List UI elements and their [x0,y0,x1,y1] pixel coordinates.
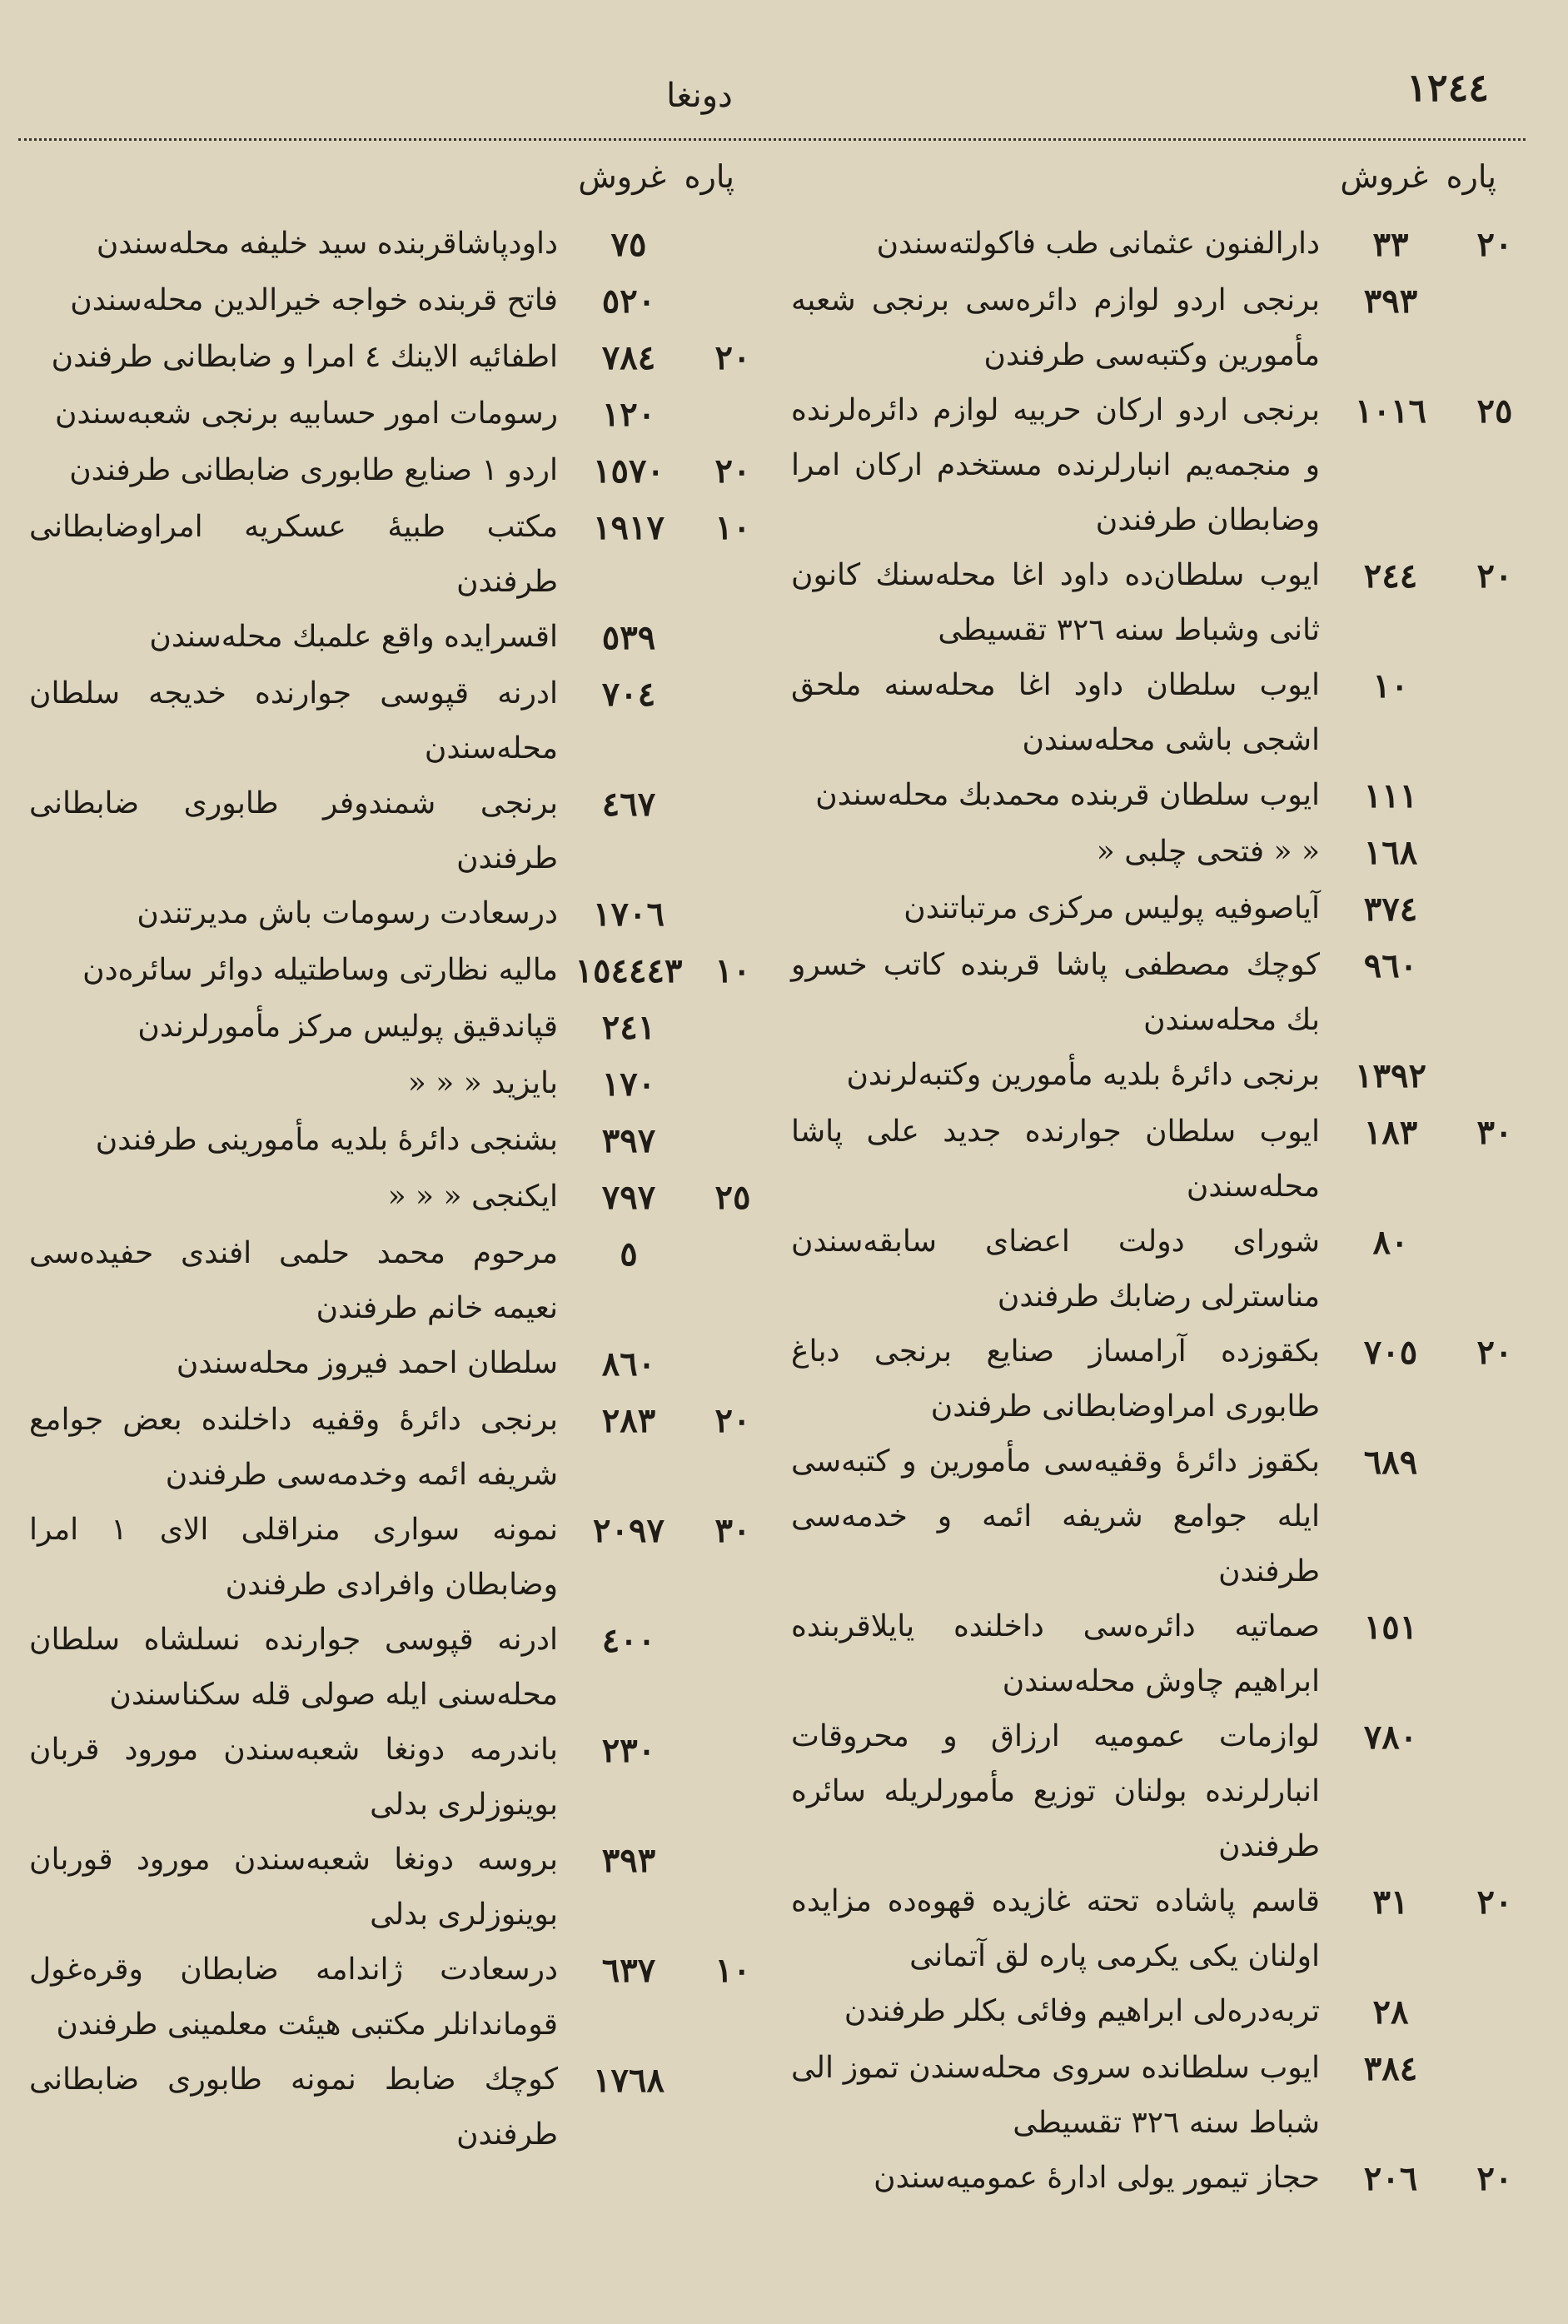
entry-description: درسعادت ژاندامه ضابطان وقره‌غول قوماندانلر مکتبی هیئت معلمینی طرفندن [29,1952,558,2042]
ledger-entry [12,610,766,666]
para-amount: ٢٠ [1476,1883,1513,1922]
ledger-entry [774,383,1528,548]
amount [1320,1709,1528,1766]
para-amount: ٢٥ [1476,391,1513,431]
ledger-entry [12,1723,766,1833]
amount [558,330,766,387]
ledger-entry [12,666,766,776]
para-amount: ١٠ [714,951,751,990]
gurus-amount: ٦٨٩ [1363,1443,1418,1482]
gurus-amount: ٣٩٧ [601,1121,656,1160]
ledger-entry [774,1599,1528,1709]
entry-description: ایوب سلطانده سروی محله‌سندن تموز الی شباط سنه ٣٢٦ تقسیطی [791,2051,1320,2140]
entry-list [12,217,766,2162]
para-amount: ٢٠ [1476,2159,1513,2198]
amount [558,1613,766,1669]
gurus-amount: ١٩١٧ [593,508,665,547]
entry-description: داودپاشاقربنده سید خلیفه محله‌سندن [96,227,558,261]
entry-description: ادرنه قپوسی جوارنده نسلشاه سلطان محله‌سنی ایله صولی قله سکناسندن [29,1623,558,1712]
ledger-entry [12,1169,766,1226]
gurus-amount: ١٠١٦ [1355,391,1426,431]
ledger-entry [774,1324,1528,1434]
ledger-entry [12,2052,766,2162]
amount [558,1113,766,1169]
amount [558,1336,766,1393]
gurus-amount: ٤٠٠ [601,1621,656,1660]
ledger-entry [12,886,766,943]
amount [558,1942,766,1999]
amount [1320,938,1528,995]
gurus-amount: ٢٠٦ [1363,2159,1418,2198]
ledger-entry [12,217,766,273]
gurus-amount: ١٧٠ [601,1065,656,1104]
para-amount: ٣٠ [714,1511,751,1550]
gurus-header: غروش [578,158,666,195]
ledger-entry [12,1833,766,1942]
entry-description: کوچك ضابط نمونه طابوری ضابطانی طرفندن [29,2062,558,2152]
amount [1320,1984,1528,2041]
gurus-amount: ١٦٨ [1363,833,1418,872]
entry-description: مرحوم محمد حلمی افندی حفیده‌سی نعیمه خانم طرفندن [29,1236,558,1325]
entry-list [774,217,1528,2207]
gurus-amount: ٦٣٧ [601,1951,656,1990]
ledger-entry [12,273,766,330]
para-amount: ١٠ [714,1951,751,1990]
gurus-amount: ٩٦٠ [1363,946,1418,985]
entry-description: لوازمات عمومیه ارزاق و محروقات انبارلرنده بولنان توزیع مأمورلریله سائره طرفندن [791,1719,1320,1863]
ledger-entry [774,1105,1528,1214]
entry-description: صماتیه دائره‌سی داخلنده یایلاقربنده ابراهیم چاوش محله‌سندن [791,1609,1320,1698]
entry-description: نمونه سواری منراقلی الای ١ امرا وضابطان وافرادی طرفندن [29,1513,558,1602]
entry-description: ادرنه قپوسی جوارنده خدیجه سلطان محله‌سندن [29,676,558,766]
amount [558,1503,766,1559]
gurus-amount: ١٥٧٠ [593,451,665,491]
amount [1320,2151,1528,2207]
entry-description: ایکنجی « « « [387,1179,558,1214]
ledger-entry [774,881,1528,938]
amount [1320,1599,1528,1656]
header-divider [18,138,1526,141]
column-header [774,158,1528,217]
entry-description: برنجی اردو ارکان حربیه لوازم دائره‌لرنده و منجمه‌یم انبارلرنده مستخدم ارکان امرا وضابطان طرفندن [791,393,1320,537]
entry-description: اقسرایده واقع علمبك محله‌سندن [149,620,558,654]
amount [558,500,766,556]
entry-description: تربه‌درەلی ابراهیم وفائی بکلر طرفندن [844,1994,1320,2028]
ledger-entry [774,768,1528,825]
ledger-entry [774,938,1528,1048]
ledger-entry [774,217,1528,273]
entry-description: دارالفنون عثمانی طب فاکولته‌سندن [876,227,1320,261]
entry-description: مالیه نظارتی وساطتیله دوائر سائره‌دن [82,953,558,987]
entry-description: مکتب طبیهٔ عسکریه امراوضابطانی طرفندن [29,510,558,599]
gurus-amount: ١٠ [1372,666,1409,706]
gurus-amount: ١٥١ [1363,1608,1418,1647]
entry-description: فاتح قربنده خواجه خیرالدین محله‌سندن [70,283,558,317]
ledger-entry [12,1226,766,1336]
entry-description: بکقوزده آرامساز صنایع برنجی دباغ طابوری امراوضابطانی طرفندن [791,1334,1320,1424]
gurus-amount: ٤٦٧ [601,785,656,824]
amount [558,1723,766,1779]
column-header [12,158,766,217]
gurus-amount: ٧٠٥ [1363,1333,1418,1372]
amount [1320,768,1528,825]
entry-description: بشنجی دائرهٔ بلدیه مأمورینی طرفندن [95,1123,558,1157]
ledger-entry [774,1709,1528,1874]
right-column [774,158,1528,2207]
amount [558,943,766,1000]
ledger-entry [12,1000,766,1056]
ledger-entry [774,1048,1528,1105]
entry-description: ایوب سلطان‌ده داود اغا محله‌سنك کانون ثانی وشباط سنه ٣٢٦ تقسیطی [791,558,1320,647]
amount [1320,217,1528,273]
entry-description: آیاصوفیه پولیس مرکزی مرتباتندن [903,891,1320,925]
amount [1320,548,1528,605]
entry-description: باندرمه دونغا شعبه‌سندن مورود قربان بوینوزلری بدلی [29,1733,558,1822]
amount [558,217,766,273]
gurus-header: غروش [1340,158,1428,195]
page-number: ١٢٤٤ [1406,65,1489,110]
ledger-entry [12,1393,766,1503]
para-header: پاره [1446,158,1496,195]
gurus-amount: ٥ [620,1234,638,1274]
entry-description: قپاندقیق پولیس مرکز مأمورلرندن [137,1010,558,1044]
gurus-amount: ٢٣٠ [601,1731,656,1770]
entry-description: « « فتحی چلبی « [1096,835,1320,869]
ledger-entry [12,1942,766,2052]
ledger-entry [12,500,766,610]
entry-description: اردو ١ صنایع طابوری ضابطانی طرفندن [69,453,558,487]
para-amount: ٢٥ [714,1178,751,1217]
gurus-amount: ١١١ [1363,776,1418,815]
entry-description: سلطان احمد فیروز محله‌سندن [176,1346,558,1380]
amount [1320,1048,1528,1105]
page-title: دونغا [666,77,733,115]
para-header: پاره [684,158,734,195]
amount [1320,1105,1528,1161]
amount [1320,273,1528,330]
gurus-amount: ٧٥ [610,225,647,264]
para-amount: ٢٠ [1476,1333,1513,1372]
entry-description: درسعادت رسومات باش مدیرتندن [137,896,558,930]
gurus-amount: ١٢٠ [601,395,656,434]
amount [1320,658,1528,715]
amount [558,2052,766,2109]
gurus-amount: ٣٩٣ [601,1841,656,1880]
amount [1320,1434,1528,1491]
entry-description: کوچك مصطفی پاشا قربنده کاتب خسرو بك محله‌سندن [791,948,1320,1037]
amount [558,273,766,330]
ledger-entry [12,776,766,886]
amount [558,886,766,943]
ledger-entry [774,1984,1528,2041]
amount [1320,825,1528,881]
amount [1320,881,1528,938]
ledger-entry [774,548,1528,658]
entry-description: حجاز تیمور یولی ادارهٔ عمومیه‌سندن [874,2161,1320,2195]
amount [558,1393,766,1449]
gurus-amount: ٧٠٤ [601,675,656,714]
gurus-amount: ٢٤٤ [1363,556,1418,596]
para-amount: ٢٠ [1476,556,1513,596]
amount [1320,1214,1528,1271]
entry-description: رسومات امور حسابیه برنجی شعبه‌سندن [54,396,558,431]
gurus-amount: ٥٣٩ [601,618,656,657]
gurus-amount: ٣٨٤ [1363,2049,1418,2088]
entry-description: شورای دولت اعضای سابقه‌سندن مناسترلی رضابك طرفندن [791,1224,1320,1314]
amount [558,387,766,443]
gurus-amount: ١٨٣ [1363,1113,1418,1152]
ledger-entry [774,825,1528,881]
ledger-entry [12,1503,766,1613]
entry-description: اطفائیه الاینك ٤ امرا و ضابطانی طرفندن [51,340,558,374]
ledger-entry [12,943,766,1000]
para-amount: ٣٠ [1476,1113,1513,1152]
amount [1320,383,1528,440]
gurus-amount: ٥٢٠ [601,282,656,321]
entry-description: قاسم پاشاده تحته غازیده قهوه‌ده مزایده اولنان یکی یکرمی پاره لق آتمانی [791,1884,1320,1973]
entry-description: برنجی دائرهٔ بلدیه مأمورین وکتبه‌لرندن [846,1058,1320,1092]
entry-description: ایوب سلطان داود اغا محله‌سنه ملحق اشجی باشی محله‌سندن [791,668,1320,757]
gurus-amount: ٢٨٣ [601,1401,656,1440]
ledger-entry [12,330,766,387]
para-amount: ١٠ [714,508,751,547]
gurus-amount: ٧٩٧ [601,1178,656,1217]
amount [558,776,766,833]
entry-description: ایوب سلطان قربنده محمدبك محله‌سندن [815,778,1320,812]
gurus-amount: ٨٦٠ [601,1344,656,1384]
ledger-entry [12,443,766,500]
ledger-entry [774,1874,1528,1984]
amount [558,1000,766,1056]
gurus-amount: ٣٧٤ [1363,890,1418,929]
gurus-amount: ٢٨ [1372,1992,1409,2032]
ledger-entry [774,273,1528,383]
ledger-entry [774,658,1528,768]
para-amount: ٢٠ [714,338,751,377]
para-amount: ٢٠ [714,451,751,491]
gurus-amount: ١٧٠٦ [593,895,665,934]
gurus-amount: ٣٣ [1372,225,1409,264]
amount [558,666,766,723]
ledger-entry [12,387,766,443]
entry-description: برنجی اردو لوازم دائره‌سی برنجی شعبه مأمورین وکتبه‌سی طرفندن [791,283,1320,372]
ledger-entry [774,2041,1528,2151]
gurus-amount: ٨٠ [1372,1223,1409,1262]
para-amount: ٢٠ [714,1401,751,1440]
gurus-amount: ٢٠٩٧ [593,1511,665,1550]
ledger-entry [774,1214,1528,1324]
gurus-amount: ٣٩٣ [1363,282,1418,321]
amount [558,1056,766,1113]
para-amount: ٢٠ [1476,225,1513,264]
amount [1320,2041,1528,2097]
gurus-amount: ٣١ [1372,1883,1409,1922]
gurus-amount: ٢٤١ [601,1008,656,1047]
entry-description: بکقوز دائرهٔ وقفیه‌سی مأمورین و کتبه‌سی ایله جوامع شریفه ائمه و خدمه‌سی طرفندن [791,1444,1320,1588]
entry-description: بروسه دونغا شعبه‌سندن مورود قوربان بوینوزلری بدلی [29,1843,558,1932]
gurus-amount: ١٣٩٢ [1355,1056,1426,1095]
left-column [12,158,766,2162]
ledger-entry [12,1056,766,1113]
amount [1320,1874,1528,1931]
amount [558,610,766,666]
gurus-amount: ٧٨٠ [1363,1718,1418,1757]
amount [558,1226,766,1283]
gurus-amount: ١٥٤٤٤٣ [575,951,683,990]
ledger-entry [12,1613,766,1723]
ledger-entry [12,1113,766,1169]
ledger-entry [774,2151,1528,2207]
entry-description: ایوب سلطان جوارنده جدید علی پاشا محله‌سندن [791,1115,1320,1204]
page-header [0,0,1568,167]
amount [558,443,766,500]
entry-description: برنجی دائرهٔ وقفیه داخلنده بعض جوامع شریفه ائمه وخدمه‌سی طرفندن [29,1403,558,1492]
gurus-amount: ١٧٦٨ [593,2061,665,2100]
entry-description: بایزید « « « [407,1066,558,1100]
amount [558,1833,766,1889]
ledger-entry [774,1434,1528,1599]
amount [1320,1324,1528,1381]
ledger-entry [12,1336,766,1393]
amount [558,1169,766,1226]
entry-description: برنجی شمندوفر طابوری ضابطانی طرفندن [29,786,558,875]
gurus-amount: ٧٨٤ [601,338,656,377]
